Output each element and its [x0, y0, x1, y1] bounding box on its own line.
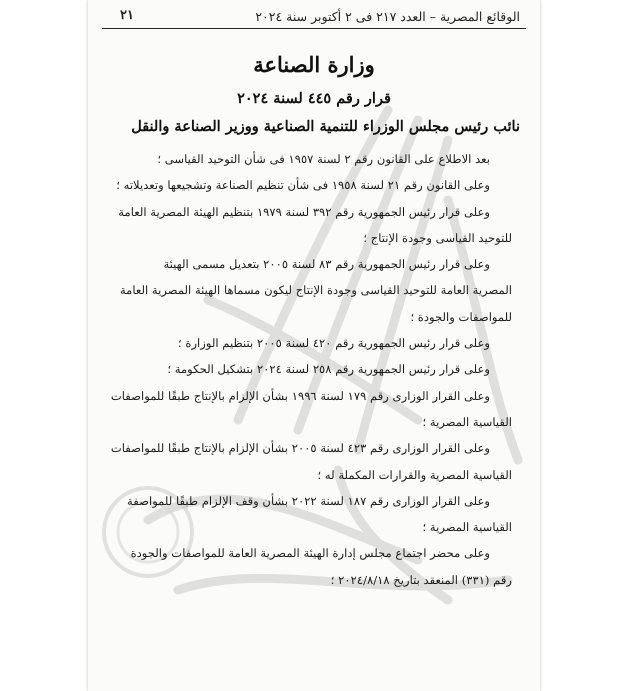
preamble-text: [100, 146, 512, 593]
page-number: ٢١: [120, 8, 134, 23]
body-line: وعلى القرار الوزارى رقم ٤٢٣ لسنة ٢٠٠٥ بشأن الإلزام بالإنتاج طبقًا للمواصفات: [110, 441, 490, 456]
body-line: القياسية المصرية والقرارات المكملة له ؛: [317, 467, 512, 482]
body-line: وعلى قرار رئيس الجمهورية رقم ٤٢٠ لسنة ٢٠٠٥ بتنظيم الوزارة ؛: [178, 336, 490, 351]
body-line: وعلى قرار رئيس الجمهورية رقم ٢٥٨ لسنة ٢٠٢٤ بتشكيل الحكومة ؛: [167, 362, 490, 377]
body-line: بعد الاطلاع على القانون رقم ٢ لسنة ١٩٥٧ فى شأن التوحيد القياسى ؛: [157, 152, 490, 166]
decree-title: قرار رقم ٤٤٥ لسنة ٢٠٢٤: [237, 90, 391, 107]
body-line: وعلى القرار الوزارى رقم ١٨٧ لسنة ٢٠٢٢ بشأن وقف الإلزام طبقًا للمواصفة: [127, 493, 490, 508]
body-line: للتوحيد القياسى وجودة الإنتاج ؛: [363, 230, 512, 245]
body-line: وعلى قرار رئيس الجمهورية رقم ٨٣ لسنة ٢٠٠٥ بتعديل مسمى الهيئة: [163, 257, 490, 272]
body-line: وعلى القرار الوزارى رقم ١٧٩ لسنة ١٩٩٦ بشأن الإلزام بالإنتاج طبقًا للمواصفات: [110, 388, 490, 403]
body-line: وعلى محضر اجتماع مجلس إدارة الهيئة المصرية العامة للمواصفات والجودة: [130, 546, 490, 561]
body-line: وعلى قرار رئيس الجمهورية رقم ٣٩٢ لسنة ١٩٧٩ بتنظيم الهيئة المصرية العامة: [118, 204, 490, 219]
ministry-title: وزارة الصناعة: [253, 52, 375, 77]
body-line: القياسية المصرية ؛: [422, 414, 512, 429]
body-line: رقم (٣٣١) المنعقد بتاريخ ٢٠٢٤/٨/١٨ ؛: [330, 572, 512, 587]
page-header: [102, 6, 526, 29]
body-line: القياسية المصرية ؛: [422, 520, 512, 535]
issuer-title: نائب رئيس مجلس الوزراء للتنمية الصناعية ووزير الصناعة والنقل: [131, 118, 520, 135]
running-title: الوقائع المصرية – العدد ٢١٧ فى ٢ أكتوبر سنة ٢٠٢٤: [255, 9, 520, 24]
body-line: للمواصفات والجودة ؛: [410, 309, 512, 324]
gazette-page: [88, 0, 540, 691]
body-line: المصرية العامة للتوحيد القياسى وجودة الإنتاج ليكون مسماها الهيئة المصرية العامة: [119, 283, 512, 298]
body-line: وعلى القانون رقم ٢١ لسنة ١٩٥٨ فى شأن تنظيم الصناعة وتشجيعها وتعديلاته ؛: [116, 178, 490, 193]
